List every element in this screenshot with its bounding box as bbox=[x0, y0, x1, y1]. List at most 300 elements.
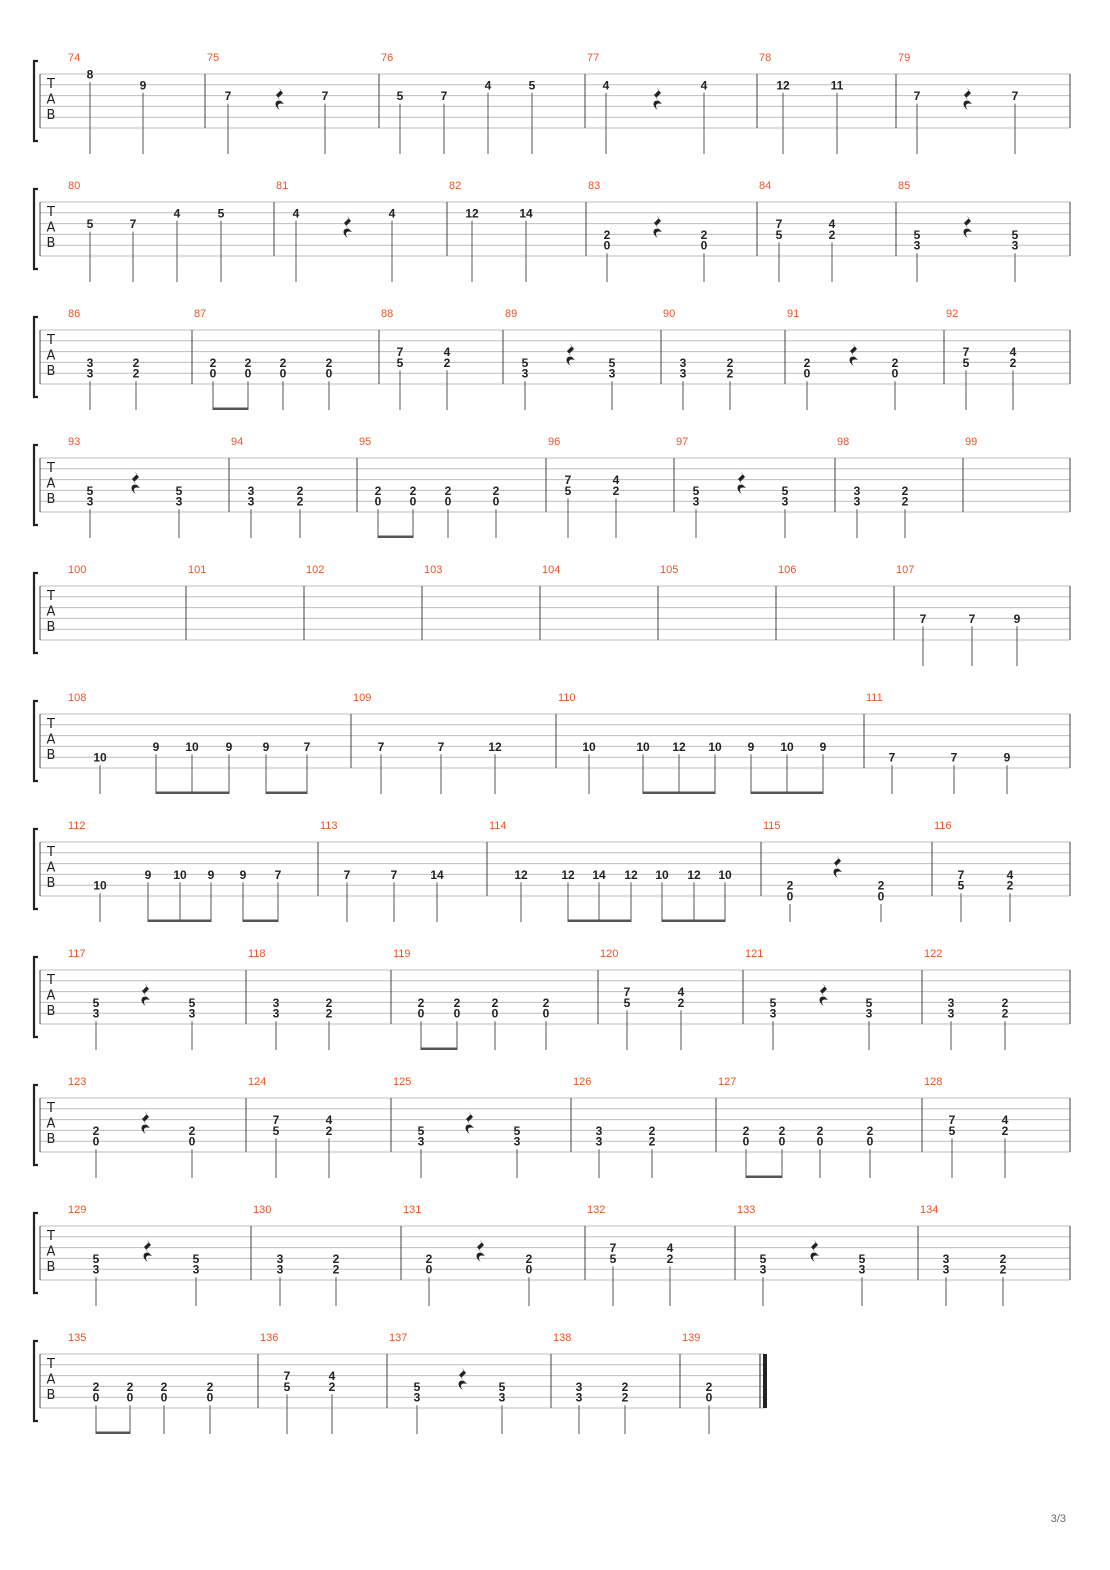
fret-number: 2 bbox=[453, 995, 461, 1010]
fret-number: 14 bbox=[592, 867, 606, 882]
measure-number: 107 bbox=[896, 564, 915, 576]
beam bbox=[156, 792, 230, 795]
fret-number: 7 bbox=[343, 867, 351, 882]
measure-number: 119 bbox=[393, 948, 411, 960]
fret-number: 10 bbox=[708, 739, 722, 754]
measure-number: 116 bbox=[934, 820, 952, 832]
fret-number: 2 bbox=[160, 1379, 168, 1394]
fret-number: 2 bbox=[542, 995, 550, 1010]
fret-number: 3 bbox=[947, 995, 955, 1010]
fret-number: 2 bbox=[188, 1123, 196, 1138]
fret-number: 7 bbox=[888, 750, 896, 765]
fret-number: 2 bbox=[279, 355, 287, 370]
fret-number: 5 bbox=[957, 878, 965, 893]
fret-number: 5 bbox=[623, 995, 631, 1010]
fret-number: 2 bbox=[525, 1251, 533, 1266]
fret-number: 4 bbox=[443, 345, 451, 360]
fret-number: 2 bbox=[786, 878, 794, 893]
fret-number: 9 bbox=[207, 867, 215, 882]
fret-number: 2 bbox=[778, 1123, 786, 1138]
fret-number: 7 bbox=[396, 345, 404, 360]
fret-number: 0 bbox=[188, 1134, 196, 1149]
fret-number: 3 bbox=[595, 1134, 603, 1149]
tab-clef-letter: A bbox=[46, 1372, 56, 1388]
fret-number: 7 bbox=[390, 867, 398, 882]
tab-clef-letter: A bbox=[46, 220, 56, 236]
tab-clef-letter: A bbox=[46, 92, 56, 108]
fret-number: 7 bbox=[913, 89, 921, 104]
fret-number: 2 bbox=[1009, 355, 1017, 370]
fret-number: 7 bbox=[437, 739, 445, 754]
fret-number: 4 bbox=[173, 206, 181, 221]
fret-number: 0 bbox=[444, 494, 452, 509]
tab-clef-letter: A bbox=[46, 988, 56, 1004]
fret-number: 2 bbox=[244, 355, 252, 370]
fret-number: 3 bbox=[86, 355, 94, 370]
beam bbox=[643, 792, 716, 795]
fret-number: 9 bbox=[262, 739, 270, 754]
fret-number: 3 bbox=[247, 494, 255, 509]
fret-number: 3 bbox=[1011, 238, 1019, 253]
fret-number: 9 bbox=[239, 867, 247, 882]
fret-number: 14 bbox=[430, 867, 444, 882]
measure-number: 87 bbox=[194, 308, 207, 320]
fret-number: 3 bbox=[853, 483, 861, 498]
measure-number: 137 bbox=[389, 1332, 408, 1344]
tab-clef-letter: A bbox=[46, 860, 56, 876]
fret-number: 7 bbox=[968, 611, 976, 626]
fret-number: 3 bbox=[247, 483, 255, 498]
fret-number: 5 bbox=[86, 217, 94, 232]
fret-number: 0 bbox=[92, 1390, 100, 1405]
fret-number: 2 bbox=[828, 227, 836, 242]
fret-number: 2 bbox=[648, 1123, 656, 1138]
fret-number: 2 bbox=[325, 1123, 333, 1138]
fret-number: 9 bbox=[1003, 750, 1011, 765]
fret-number: 3 bbox=[759, 1262, 767, 1277]
fret-number: 5 bbox=[413, 1379, 421, 1394]
fret-number: 7 bbox=[919, 611, 927, 626]
fret-number: 9 bbox=[152, 739, 160, 754]
fret-number: 2 bbox=[726, 355, 734, 370]
measure-number: 125 bbox=[393, 1076, 412, 1088]
fret-number: 3 bbox=[947, 1006, 955, 1021]
fret-number: 0 bbox=[92, 1134, 100, 1149]
fret-number: 2 bbox=[1001, 1123, 1009, 1138]
tab-clef-letter: T bbox=[47, 973, 55, 988]
fret-number: 2 bbox=[803, 355, 811, 370]
fret-number: 7 bbox=[957, 867, 965, 882]
fret-number: 5 bbox=[858, 1251, 866, 1266]
fret-number: 2 bbox=[648, 1134, 656, 1149]
fret-number: 2 bbox=[132, 355, 140, 370]
fret-number: 0 bbox=[877, 889, 885, 904]
fret-number: 0 bbox=[803, 366, 811, 381]
measure-number: 128 bbox=[924, 1076, 943, 1088]
fret-number: 3 bbox=[692, 494, 700, 509]
measure-number: 129 bbox=[68, 1204, 87, 1216]
tab-clef-letter: T bbox=[47, 461, 55, 476]
measure-number: 135 bbox=[68, 1332, 87, 1344]
fret-number: 12 bbox=[687, 867, 701, 882]
tab-clef-letter: A bbox=[46, 732, 56, 748]
tab-clef-letter: T bbox=[47, 1101, 55, 1116]
fret-number: 0 bbox=[126, 1390, 134, 1405]
fret-number: 2 bbox=[325, 355, 333, 370]
fret-number: 7 bbox=[283, 1369, 291, 1384]
measure-number: 108 bbox=[68, 692, 87, 704]
fret-number: 5 bbox=[692, 483, 700, 498]
fret-number: 2 bbox=[621, 1390, 629, 1405]
fret-number: 7 bbox=[274, 867, 282, 882]
fret-number: 3 bbox=[86, 494, 94, 509]
fret-number: 3 bbox=[92, 1006, 100, 1021]
fret-number: 3 bbox=[679, 366, 687, 381]
fret-number: 10 bbox=[173, 867, 187, 882]
tab-clef-letter: T bbox=[47, 845, 55, 860]
measure-number: 82 bbox=[449, 180, 462, 192]
fret-number: 7 bbox=[950, 750, 958, 765]
measure-number: 139 bbox=[682, 1332, 701, 1344]
measure-number: 100 bbox=[68, 564, 87, 576]
fret-number: 2 bbox=[206, 1379, 214, 1394]
fret-number: 2 bbox=[92, 1379, 100, 1394]
fret-number: 0 bbox=[206, 1390, 214, 1405]
fret-number: 2 bbox=[444, 483, 452, 498]
tab-clef-letter: A bbox=[46, 476, 56, 492]
fret-number: 7 bbox=[377, 739, 385, 754]
fret-number: 5 bbox=[528, 78, 536, 93]
fret-number: 2 bbox=[325, 1006, 333, 1021]
fret-number: 12 bbox=[488, 739, 502, 754]
measure-number: 130 bbox=[253, 1204, 272, 1216]
fret-number: 2 bbox=[877, 878, 885, 893]
fret-number: 10 bbox=[582, 739, 596, 754]
fret-number: 9 bbox=[139, 78, 147, 93]
tab-clef-letter: B bbox=[46, 620, 56, 635]
measure-number: 85 bbox=[898, 180, 911, 192]
fret-number: 2 bbox=[666, 1251, 674, 1266]
fret-number: 9 bbox=[819, 739, 827, 754]
measure-number: 111 bbox=[866, 692, 883, 704]
fret-number: 0 bbox=[244, 366, 252, 381]
fret-number: 2 bbox=[332, 1262, 340, 1277]
measure-number: 86 bbox=[68, 308, 81, 320]
measure-number: 109 bbox=[353, 692, 372, 704]
fret-number: 3 bbox=[575, 1390, 583, 1405]
measure-number: 101 bbox=[188, 564, 207, 576]
tab-clef-letter: B bbox=[46, 1388, 56, 1403]
fret-number: 5 bbox=[759, 1251, 767, 1266]
measure-number: 134 bbox=[920, 1204, 939, 1216]
measure-number: 122 bbox=[924, 948, 943, 960]
measure-number: 118 bbox=[248, 948, 266, 960]
tab-clef-letter: B bbox=[46, 748, 56, 763]
fret-number: 10 bbox=[93, 750, 107, 765]
fret-number: 5 bbox=[781, 483, 789, 498]
fret-number: 7 bbox=[948, 1113, 956, 1128]
measure-number: 110 bbox=[558, 692, 576, 704]
tab-clef-letter: B bbox=[46, 1260, 56, 1275]
fret-number: 3 bbox=[769, 1006, 777, 1021]
beam bbox=[421, 1048, 458, 1051]
tab-clef-letter: B bbox=[46, 1004, 56, 1019]
fret-number: 12 bbox=[561, 867, 575, 882]
fret-number: 7 bbox=[224, 89, 232, 104]
fret-number: 0 bbox=[742, 1134, 750, 1149]
fret-number: 7 bbox=[272, 1113, 280, 1128]
beam bbox=[378, 536, 414, 539]
fret-number: 4 bbox=[328, 1369, 336, 1384]
fret-number: 10 bbox=[93, 878, 107, 893]
fret-number: 12 bbox=[776, 78, 790, 93]
tab-clef-letter: T bbox=[47, 717, 55, 732]
fret-number: 3 bbox=[942, 1262, 950, 1277]
fret-number: 3 bbox=[865, 1006, 873, 1021]
fret-number: 2 bbox=[1006, 878, 1014, 893]
fret-number: 7 bbox=[962, 345, 970, 360]
fret-number: 5 bbox=[188, 995, 196, 1010]
measure-number: 99 bbox=[965, 436, 978, 448]
fret-number: 12 bbox=[624, 867, 638, 882]
tab-clef-letter: B bbox=[46, 236, 56, 251]
fret-number: 3 bbox=[858, 1262, 866, 1277]
measure-number: 115 bbox=[763, 820, 781, 832]
measure-number: 103 bbox=[424, 564, 443, 576]
fret-number: 3 bbox=[913, 238, 921, 253]
fret-number: 2 bbox=[891, 355, 899, 370]
fret-number: 10 bbox=[185, 739, 199, 754]
fret-number: 7 bbox=[609, 1241, 617, 1256]
measure-number: 126 bbox=[573, 1076, 592, 1088]
fret-number: 2 bbox=[621, 1379, 629, 1394]
measure-number: 106 bbox=[778, 564, 797, 576]
beam bbox=[148, 920, 212, 923]
tab-clef-letter: T bbox=[47, 1229, 55, 1244]
tab-clef-letter: B bbox=[46, 364, 56, 379]
measure-number: 76 bbox=[381, 52, 394, 64]
fret-number: 2 bbox=[443, 355, 451, 370]
tab-clef-letter: A bbox=[46, 1116, 56, 1132]
measure-number: 96 bbox=[548, 436, 561, 448]
fret-number: 4 bbox=[677, 985, 685, 1000]
fret-number: 4 bbox=[1001, 1113, 1009, 1128]
fret-number: 5 bbox=[92, 995, 100, 1010]
measure-number: 114 bbox=[489, 820, 507, 832]
fret-number: 0 bbox=[409, 494, 417, 509]
beam bbox=[243, 920, 279, 923]
fret-number: 5 bbox=[86, 483, 94, 498]
measure-number: 78 bbox=[759, 52, 772, 64]
fret-number: 3 bbox=[498, 1390, 506, 1405]
fret-number: 7 bbox=[129, 217, 137, 232]
fret-number: 2 bbox=[209, 355, 217, 370]
fret-number: 3 bbox=[175, 494, 183, 509]
fret-number: 12 bbox=[672, 739, 686, 754]
fret-number: 5 bbox=[396, 89, 404, 104]
fret-number: 7 bbox=[303, 739, 311, 754]
fret-number: 2 bbox=[705, 1379, 713, 1394]
fret-number: 3 bbox=[272, 1006, 280, 1021]
measure-number: 102 bbox=[306, 564, 325, 576]
fret-number: 2 bbox=[742, 1123, 750, 1138]
fret-number: 2 bbox=[92, 1123, 100, 1138]
fret-number: 5 bbox=[564, 483, 572, 498]
measure-number: 136 bbox=[260, 1332, 279, 1344]
fret-number: 4 bbox=[388, 206, 396, 221]
fret-number: 5 bbox=[1011, 227, 1019, 242]
measure-number: 79 bbox=[898, 52, 911, 64]
measure-number: 131 bbox=[403, 1204, 422, 1216]
measure-number: 94 bbox=[231, 436, 244, 448]
tab-clef-letter: T bbox=[47, 205, 55, 220]
measure-number: 97 bbox=[676, 436, 689, 448]
tab-clef-letter: A bbox=[46, 348, 56, 364]
fret-number: 10 bbox=[636, 739, 650, 754]
measure-number: 104 bbox=[542, 564, 561, 576]
fret-number: 7 bbox=[321, 89, 329, 104]
fret-number: 5 bbox=[521, 355, 529, 370]
tab-clef-letter: A bbox=[46, 604, 56, 620]
fret-number: 5 bbox=[962, 355, 970, 370]
fret-number: 2 bbox=[999, 1262, 1007, 1277]
fret-number: 5 bbox=[272, 1123, 280, 1138]
fret-number: 3 bbox=[417, 1134, 425, 1149]
tab-clef-letter: T bbox=[47, 589, 55, 604]
fret-number: 4 bbox=[602, 78, 610, 93]
fret-number: 5 bbox=[608, 355, 616, 370]
fret-number: 7 bbox=[440, 89, 448, 104]
tab-clef-letter: T bbox=[47, 1357, 55, 1372]
fret-number: 2 bbox=[901, 483, 909, 498]
measure-number: 88 bbox=[381, 308, 394, 320]
fret-number: 5 bbox=[192, 1251, 200, 1266]
fret-number: 2 bbox=[132, 366, 140, 381]
fret-number: 0 bbox=[786, 889, 794, 904]
fret-number: 4 bbox=[1006, 867, 1014, 882]
fret-number: 2 bbox=[866, 1123, 874, 1138]
fret-number: 0 bbox=[279, 366, 287, 381]
fret-number: 2 bbox=[374, 483, 382, 498]
measure-number: 74 bbox=[68, 52, 81, 64]
beam bbox=[751, 792, 824, 795]
beam bbox=[96, 1432, 131, 1435]
measure-number: 90 bbox=[663, 308, 676, 320]
fret-number: 0 bbox=[417, 1006, 425, 1021]
fret-number: 0 bbox=[525, 1262, 533, 1277]
measure-number: 83 bbox=[588, 180, 601, 192]
fret-number: 10 bbox=[718, 867, 732, 882]
fret-number: 2 bbox=[999, 1251, 1007, 1266]
fret-number: 4 bbox=[612, 473, 620, 488]
fret-number: 5 bbox=[948, 1123, 956, 1138]
fret-number: 0 bbox=[603, 238, 611, 253]
fret-number: 4 bbox=[666, 1241, 674, 1256]
beam bbox=[266, 792, 308, 795]
measure-number: 91 bbox=[787, 308, 800, 320]
fret-number: 0 bbox=[453, 1006, 461, 1021]
measure-number: 133 bbox=[737, 1204, 756, 1216]
fret-number: 3 bbox=[86, 366, 94, 381]
fret-number: 0 bbox=[866, 1134, 874, 1149]
fret-number: 10 bbox=[655, 867, 669, 882]
measure-number: 120 bbox=[600, 948, 619, 960]
fret-number: 9 bbox=[225, 739, 233, 754]
fret-number: 2 bbox=[417, 995, 425, 1010]
fret-number: 0 bbox=[542, 1006, 550, 1021]
measure-number: 84 bbox=[759, 180, 772, 192]
fret-number: 0 bbox=[816, 1134, 824, 1149]
fret-number: 5 bbox=[217, 206, 225, 221]
fret-number: 5 bbox=[609, 1251, 617, 1266]
measure-number: 105 bbox=[660, 564, 679, 576]
fret-number: 9 bbox=[1013, 611, 1021, 626]
measure-number: 112 bbox=[68, 820, 86, 832]
measure-number: 93 bbox=[68, 436, 81, 448]
fret-number: 4 bbox=[325, 1113, 333, 1128]
fret-number: 5 bbox=[498, 1379, 506, 1394]
fret-number: 4 bbox=[292, 206, 300, 221]
fret-number: 2 bbox=[425, 1251, 433, 1266]
fret-number: 4 bbox=[1009, 345, 1017, 360]
fret-number: 8 bbox=[86, 67, 94, 82]
tab-clef-letter: B bbox=[46, 108, 56, 123]
fret-number: 0 bbox=[374, 494, 382, 509]
measure-number: 132 bbox=[587, 1204, 606, 1216]
fret-number: 7 bbox=[1011, 89, 1019, 104]
fret-number: 3 bbox=[188, 1006, 196, 1021]
fret-number: 3 bbox=[679, 355, 687, 370]
fret-number: 0 bbox=[209, 366, 217, 381]
fret-number: 3 bbox=[92, 1262, 100, 1277]
fret-number: 2 bbox=[816, 1123, 824, 1138]
fret-number: 3 bbox=[513, 1134, 521, 1149]
fret-number: 5 bbox=[417, 1123, 425, 1138]
beam bbox=[746, 1176, 783, 1179]
beam bbox=[662, 920, 726, 923]
fret-number: 7 bbox=[775, 217, 783, 232]
measure-number: 80 bbox=[68, 180, 81, 192]
fret-number: 2 bbox=[325, 995, 333, 1010]
fret-number: 11 bbox=[830, 78, 844, 93]
measure-number: 81 bbox=[276, 180, 289, 192]
fret-number: 2 bbox=[901, 494, 909, 509]
fret-number: 5 bbox=[92, 1251, 100, 1266]
fret-number: 2 bbox=[726, 366, 734, 381]
fret-number: 3 bbox=[942, 1251, 950, 1266]
tab-clef-letter: B bbox=[46, 492, 56, 507]
fret-number: 2 bbox=[328, 1379, 336, 1394]
fret-number: 2 bbox=[1001, 995, 1009, 1010]
beam bbox=[568, 920, 632, 923]
fret-number: 3 bbox=[521, 366, 529, 381]
fret-number: 3 bbox=[608, 366, 616, 381]
measure-number: 124 bbox=[248, 1076, 267, 1088]
final-barline-thick bbox=[763, 1354, 767, 1408]
fret-number: 2 bbox=[296, 483, 304, 498]
fret-number: 4 bbox=[484, 78, 492, 93]
measure-number: 113 bbox=[320, 820, 338, 832]
fret-number: 0 bbox=[705, 1390, 713, 1405]
tab-clef-letter: T bbox=[47, 77, 55, 92]
fret-number: 4 bbox=[828, 217, 836, 232]
fret-number: 2 bbox=[409, 483, 417, 498]
beam bbox=[213, 408, 249, 411]
measure-number: 89 bbox=[505, 308, 518, 320]
fret-number: 3 bbox=[192, 1262, 200, 1277]
fret-number: 14 bbox=[519, 206, 533, 221]
tab-clef-letter: B bbox=[46, 1132, 56, 1147]
